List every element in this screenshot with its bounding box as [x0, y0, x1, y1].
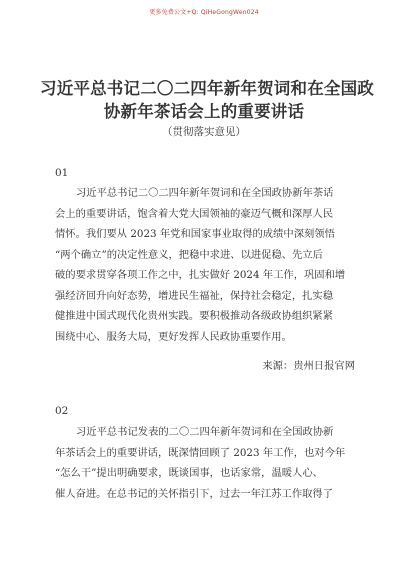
paragraph-line: “两个确立”的决定性意义，把稳中求进、以进促稳、先立后 [55, 248, 323, 261]
paragraph-line: 健推进中国式现代化贵州实践。要积极推动各级政协组织紧紧 [55, 310, 334, 322]
title-line-2: 协新年茶话会上的重要讲话 [103, 102, 305, 121]
section-paragraph [55, 422, 355, 504]
section-paragraph [55, 183, 355, 347]
paragraph-line: 强经济回升向好态势，增进民生福祉，保持社会稳定，扎实稳 [55, 289, 334, 302]
section-number: 01 [55, 167, 69, 179]
paragraph-line: 会上的重要讲话，饱含着大党大国领袖的豪迈气概和深厚人民 [55, 207, 334, 220]
paragraph-line: 习近平总书记二〇二四年新年贺词和在全国政协新年茶话 [76, 187, 334, 199]
paragraph-line: 年茶话会上的重要讲话，既深情回顾了 2023 年工作，也对今年 [55, 446, 346, 459]
document-title [40, 77, 374, 123]
paragraph-line: 习近平总书记发表的二〇二四年新年贺词和在全国政协新 [76, 426, 334, 438]
document-subtitle: （贯彻落实意见） [162, 126, 246, 138]
paragraph-line: 催人奋进。在总书记的关怀指引下，过去一年江苏工作取得了 [55, 487, 334, 500]
watermark-text: 更多免费公文+Q: QiHeGongWen024 [149, 9, 259, 16]
section-number: 02 [55, 405, 69, 417]
title-line-1: 习近平总书记二〇二四年新年贺词和在全国政 [40, 79, 374, 98]
paragraph-line: 破的要求贯穿各项工作之中，扎实做好 2024 年工作，巩固和增 [55, 269, 346, 281]
paragraph-line: 情怀。我们要从 2023 年党和国家事业取得的成绩中深刻领悟 [55, 228, 335, 240]
paragraph-line: “怎么干”提出明确要求，既谈国事，也话家常，温暖人心、 [55, 467, 323, 479]
source-note: 来源：贵州日报官网 [262, 360, 355, 372]
paragraph-line: 围绕中心、服务大局，更好发挥人民政协重要作用。 [55, 330, 292, 343]
